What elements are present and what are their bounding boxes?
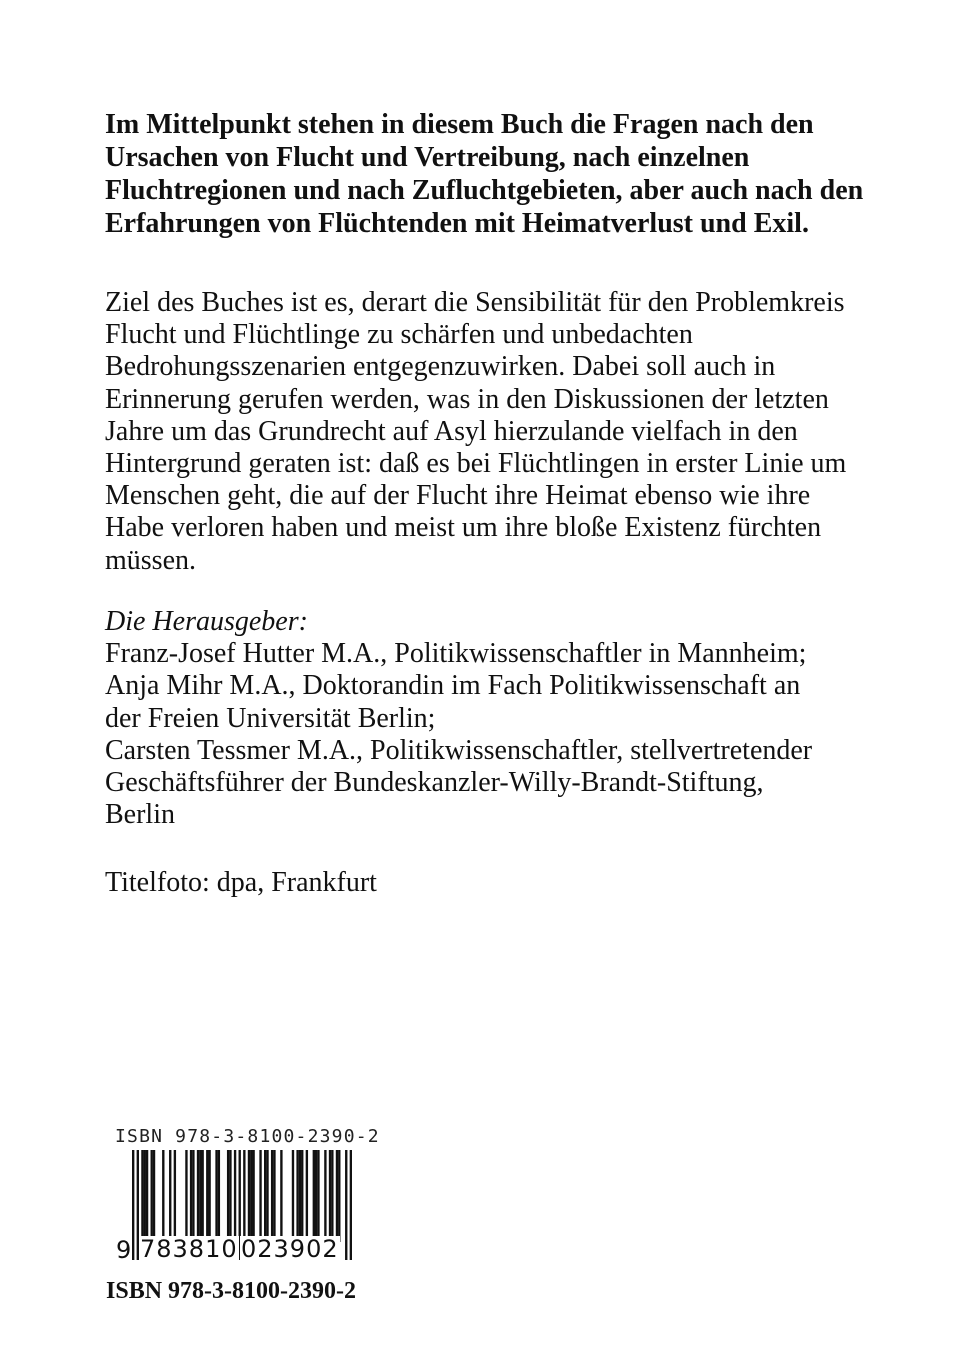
barcode-bar [299, 1150, 301, 1242]
ean-left-digits: 783810 [140, 1235, 238, 1263]
editors-section [105, 606, 895, 831]
barcode-bar [301, 1150, 303, 1242]
barcode-bar [324, 1150, 326, 1242]
barcode-bar [317, 1150, 319, 1242]
barcode-bar [162, 1150, 164, 1242]
barcode-bar [132, 1150, 134, 1260]
barcode-bar [331, 1150, 333, 1242]
editors-heading: Die Herausgeber: [105, 606, 308, 637]
intro-paragraph: Im Mittelpunkt stehen in diesem Buch die Fragen nach den Ursachen von Flucht und Vertreibung, nach einzelnen Fluchtregionen und nach Zufluchtgebieten, aber auch nach den Erfahrungen von Flüchtenden mit Heimatverlust und Exil. [105, 109, 864, 239]
barcode-bar [185, 1150, 187, 1242]
editors-line: Anja Mihr M.A., Doktorandin im Fach Politikwissenschaft an [105, 670, 801, 702]
isbn-barcode [112, 1126, 380, 1286]
editors-line: der Freien Universität Berlin; [105, 702, 436, 734]
photo-credit: Titelfoto: dpa, Frankfurt [105, 867, 377, 898]
barcode-bar [345, 1150, 347, 1260]
barcode-bar [252, 1150, 254, 1242]
barcode-bar [350, 1150, 352, 1260]
barcode-isbn-label: ISBN 978-3-8100-2390-2 [115, 1126, 380, 1147]
barcode-bar [338, 1150, 340, 1242]
barcode-bar [292, 1150, 294, 1242]
barcode-bar [271, 1150, 273, 1242]
barcode-bar [141, 1150, 143, 1242]
editors-line: Franz-Josef Hutter M.A., Politikwissenschaftler in Mannheim; [105, 638, 807, 670]
ean-right-digits: 023902 [241, 1235, 339, 1263]
barcode-bar [174, 1150, 176, 1242]
barcode-bar [229, 1150, 231, 1242]
barcode-bar [153, 1150, 155, 1242]
body-paragraph: Ziel des Buches ist es, derart die Sensibilität für den Problemkreis Flucht und Flüchtlinge zu schärfen und unbedachten Bedrohungsszenarien entgegenzuwirken. Dabei soll auch in Erinnerung gerufen werden, was in den Diskussionen der letzten Jahre um das Grundrecht auf Asyl hierzulande vielfach in den Hintergrund geraten ist: daß es bei Flüchtlingen in erster Linie um Menschen geht, die auf der Flucht ihre Heimat ebenso wie ihre Habe verloren haben und meist um ihre bloße Existenz fürchten müssen. [105, 287, 847, 576]
barcode-bar [206, 1150, 208, 1242]
barcode-bar [280, 1150, 282, 1242]
barcode-bar [144, 1150, 146, 1242]
barcode-bar [218, 1150, 220, 1242]
barcode-bar [315, 1150, 317, 1242]
barcode-bar [199, 1150, 201, 1242]
barcode-bar [313, 1150, 315, 1242]
isbn-number: ISBN 978-3-8100-2390-2 [106, 1278, 356, 1304]
barcode-bar [208, 1150, 210, 1242]
barcode-bar [151, 1150, 153, 1242]
barcode-bar [169, 1150, 171, 1242]
barcode-bar [192, 1150, 194, 1242]
barcode-bar [264, 1150, 266, 1242]
barcode-bar [197, 1150, 199, 1242]
barcode-bar [266, 1150, 268, 1242]
barcode-bar [201, 1150, 203, 1242]
editors-line: Geschäftsführer der Bundeskanzler-Willy-Brandt-Stiftung, [105, 767, 764, 799]
barcode-bar [190, 1150, 192, 1242]
barcode-bar [259, 1150, 261, 1242]
barcode-bar [250, 1150, 252, 1242]
ean-first-digit: 9 [116, 1236, 132, 1264]
barcode-bar [248, 1150, 250, 1242]
editors-line: Berlin [105, 799, 175, 831]
barcode-bar [227, 1150, 229, 1242]
barcode-bar [336, 1150, 338, 1242]
barcode-bar [296, 1150, 298, 1242]
barcode-bar [146, 1150, 148, 1242]
editors-line: Carsten Tessmer M.A., Politikwissenschaftler, stellvertretender [105, 734, 813, 766]
barcode-bar [329, 1150, 331, 1242]
barcode-bar [273, 1150, 275, 1242]
barcode-bar [234, 1150, 236, 1242]
barcode-bar [306, 1150, 308, 1242]
barcode-bar [215, 1150, 217, 1242]
